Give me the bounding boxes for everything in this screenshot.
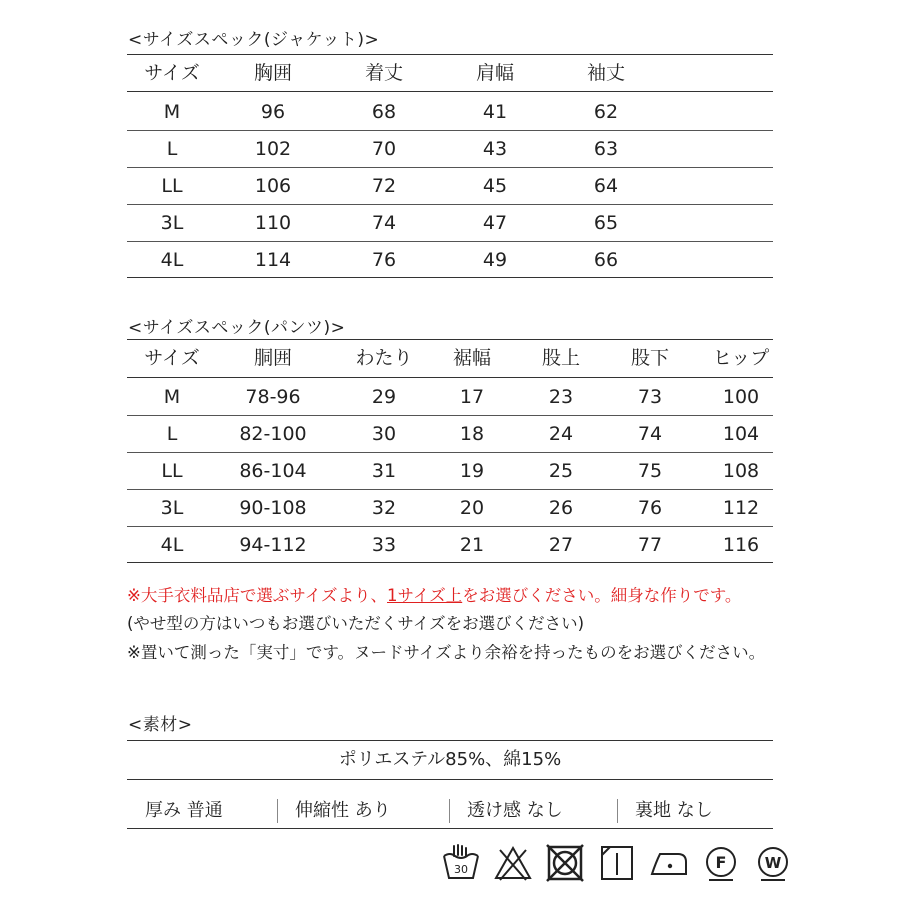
jacket-cell: 4L — [160, 249, 184, 271]
jacket-cell: 65 — [593, 212, 619, 234]
pants-header-thigh: わたり — [355, 347, 413, 369]
pants-header-size: サイズ — [144, 347, 200, 369]
pants-cell: 33 — [371, 534, 397, 556]
material-bottom-rule — [127, 828, 773, 829]
row-divider — [127, 489, 773, 490]
table-row — [127, 530, 773, 560]
jacket-cell: 110 — [254, 212, 292, 234]
table-row — [127, 456, 773, 486]
pants-header-rule — [127, 377, 773, 378]
pants-cell: 4L — [160, 534, 184, 556]
pants-cell: 3L — [160, 497, 184, 519]
pants-cell: 116 — [722, 534, 760, 556]
pants-header-hip: ヒップ — [712, 347, 770, 369]
jacket-header-rule — [127, 91, 773, 92]
pants-cell: 77 — [637, 534, 663, 556]
iron-low-icon — [648, 842, 690, 884]
pants-cell: 26 — [548, 497, 574, 519]
hand-wash-temp: 30 — [454, 863, 468, 876]
sizing-note-prefix: ※大手衣料品店で選ぶサイズより、 — [127, 586, 388, 605]
pants-cell: 19 — [459, 460, 485, 482]
pants-cell: 108 — [722, 460, 760, 482]
pants-cell: 100 — [722, 386, 760, 408]
jacket-cell: 106 — [254, 175, 292, 197]
pants-cell: 32 — [371, 497, 397, 519]
pants-bottom-rule — [127, 562, 773, 563]
pants-cell: 94-112 — [239, 534, 307, 556]
property-stretch: 伸縮性 あり — [295, 800, 391, 821]
pants-cell: 23 — [548, 386, 574, 408]
pants-cell: 31 — [371, 460, 397, 482]
table-row — [127, 134, 773, 164]
wet-clean-label: W — [764, 854, 782, 872]
pants-cell: 73 — [637, 386, 663, 408]
jacket-cell: 41 — [482, 101, 508, 123]
property-sheer: 透け感 なし — [467, 800, 563, 821]
table-row — [127, 245, 773, 275]
pants-cell: 20 — [459, 497, 485, 519]
pants-top-rule — [127, 339, 773, 340]
pants-cell: 29 — [371, 386, 397, 408]
jacket-cell: 74 — [371, 212, 397, 234]
wet-clean-w-icon — [752, 842, 794, 884]
row-divider — [127, 167, 773, 168]
pants-cell: 17 — [459, 386, 485, 408]
pants-header-inseam: 股下 — [630, 347, 670, 369]
pants-cell: 74 — [637, 423, 663, 445]
sizing-note-suffix: をお選びください。細身な作りです。 — [462, 586, 742, 605]
pants-cell: 21 — [459, 534, 485, 556]
pants-cell: 78-96 — [245, 386, 301, 408]
jacket-top-rule — [127, 54, 773, 55]
pants-cell: 112 — [722, 497, 760, 519]
jacket-cell: 62 — [593, 101, 619, 123]
table-row — [127, 171, 773, 201]
pants-cell: 30 — [371, 423, 397, 445]
jacket-cell: 96 — [260, 101, 286, 123]
pants-cell: 90-108 — [239, 497, 307, 519]
pants-header-rise: 股上 — [541, 347, 581, 369]
jacket-bottom-rule — [127, 277, 773, 278]
jacket-cell: 64 — [593, 175, 619, 197]
jacket-cell: 43 — [482, 138, 508, 160]
jacket-cell: L — [166, 138, 178, 160]
pants-cell: 76 — [637, 497, 663, 519]
jacket-cell: M — [163, 101, 181, 123]
line-dry-shade-icon — [596, 842, 638, 884]
jacket-header-chest: 胸囲 — [253, 62, 293, 84]
divider — [277, 799, 278, 823]
table-row — [127, 419, 773, 449]
jacket-cell: 72 — [371, 175, 397, 197]
table-row — [127, 382, 773, 412]
sizing-note-underlined: 1サイズ上 — [387, 586, 463, 605]
pants-section-title: <サイズスペック(パンツ)> — [128, 318, 346, 338]
jacket-header-shoulder: 肩幅 — [475, 62, 515, 84]
divider — [449, 799, 450, 823]
jacket-cell: 102 — [254, 138, 292, 160]
dry-clean-label: F — [715, 853, 727, 872]
sizing-note-measure: ※置いて測った「実寸」です。ヌードサイズより余裕を持ったものをお選びください。 — [127, 643, 766, 662]
row-divider — [127, 204, 773, 205]
material-properties — [127, 795, 773, 827]
jacket-cell: 47 — [482, 212, 508, 234]
sizing-note-red — [127, 582, 741, 606]
material-composition: ポリエステル85%、綿15% — [338, 749, 562, 770]
pants-header-row — [127, 343, 773, 373]
material-top-rule — [127, 740, 773, 741]
sizing-note-slim: (やせ型の方はいつもお選びいただくサイズをお選びください) — [127, 614, 585, 633]
jacket-header-row — [127, 58, 773, 88]
divider — [617, 799, 618, 823]
jacket-cell: LL — [161, 175, 183, 197]
property-thickness: 厚み 普通 — [145, 800, 223, 821]
pants-cell: 75 — [637, 460, 663, 482]
jacket-cell: 114 — [254, 249, 292, 271]
pants-cell: M — [163, 386, 181, 408]
row-divider — [127, 452, 773, 453]
jacket-header-size: サイズ — [144, 62, 200, 84]
no-bleach-icon — [492, 842, 534, 884]
jacket-cell: 63 — [593, 138, 619, 160]
pants-cell: 86-104 — [239, 460, 307, 482]
row-divider — [127, 415, 773, 416]
property-lining: 裏地 なし — [635, 800, 713, 821]
hand-wash-icon — [440, 842, 482, 884]
jacket-cell: 66 — [593, 249, 619, 271]
table-row — [127, 97, 773, 127]
row-divider — [127, 130, 773, 131]
jacket-cell: 76 — [371, 249, 397, 271]
no-tumble-dry-icon — [544, 842, 586, 884]
jacket-cell: 68 — [371, 101, 397, 123]
table-row — [127, 493, 773, 523]
pants-cell: LL — [161, 460, 183, 482]
pants-cell: 104 — [722, 423, 760, 445]
pants-cell: 27 — [548, 534, 574, 556]
table-row — [127, 208, 773, 238]
jacket-header-length: 着丈 — [364, 62, 404, 84]
jacket-cell: 70 — [371, 138, 397, 160]
pants-cell: 24 — [548, 423, 574, 445]
dry-clean-f-icon — [700, 842, 742, 884]
pants-cell: 18 — [459, 423, 485, 445]
material-mid-rule — [127, 779, 773, 780]
jacket-header-sleeve: 袖丈 — [586, 62, 626, 84]
material-section-title: <素材> — [128, 715, 193, 735]
jacket-cell: 45 — [482, 175, 508, 197]
row-divider — [127, 526, 773, 527]
jacket-cell: 3L — [160, 212, 184, 234]
pants-header-waist: 胴囲 — [253, 347, 293, 369]
pants-header-hem: 裾幅 — [452, 347, 492, 369]
pants-cell: 82-100 — [239, 423, 307, 445]
row-divider — [127, 241, 773, 242]
pants-cell: 25 — [548, 460, 574, 482]
jacket-cell: 49 — [482, 249, 508, 271]
pants-cell: L — [166, 423, 178, 445]
jacket-section-title: <サイズスペック(ジャケット)> — [128, 30, 380, 50]
